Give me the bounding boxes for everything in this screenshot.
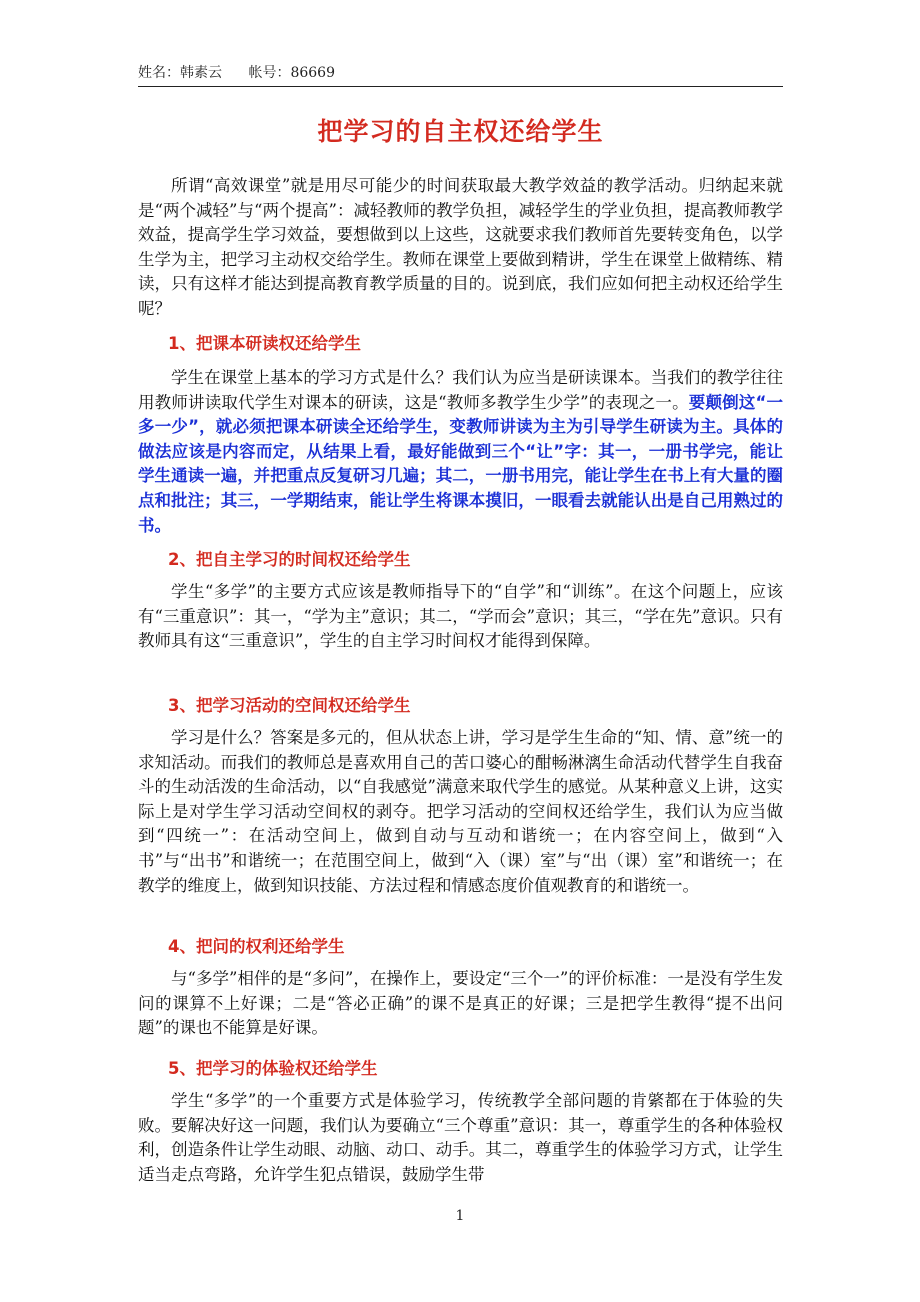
- section-body-5: 学生“多学”的一个重要方式是体验学习，传统教学全部问题的肯綮都在于体验的失败。要解决好这一问题，我们认为要确立“三个尊重”意识：其一，尊重学生的各种体验权利，创造条件让学生动眼、动脑、动口、动手。其二，尊重学生的体验学习方式，让学生适当走点弯路，允许学生犯点错误，鼓励学生带: [138, 1091, 783, 1184]
- section-body-1: [138, 366, 783, 538]
- section-heading-3: 3、把学习活动的空间权还给学生: [168, 696, 411, 715]
- account-number: 帐号：86669: [248, 65, 335, 81]
- section-heading-4: 4、把问的权利还给学生: [168, 937, 345, 956]
- page-header: [138, 60, 783, 87]
- section-text-1: 学生在课堂上基本的学习方式是什么？我们认为应当是研读课本。当我们的教学往往用教师讲读取代学生对课本的研读，这是“教师多教学生少学”的表现之一。: [138, 368, 783, 412]
- section-body-3: 学习是什么？答案是多元的，但从状态上讲，学习是学生生命的“知、情、意”统一的求知活动。而我们的教师总是喜欢用自己的苦口婆心的酣畅淋漓生命活动代替学生自我奋斗的生动活泼的生命活动，以“自我感觉”满意来取代学生的感觉。从某种意义上讲，这实际上是对学生学习活动空间权的剥夺。把学习活动的空间权还给学生，我们认为应当做到“四统一”：在活动空间上，做到自动与互动和谐统一；在内容空间上，做到“入书”与“出书”和谐统一；在范围空间上，做到“入（课）室”与“出（课）室”和谐统一；在教学的维度上，做到知识技能、方法过程和情感态度价值观教育的和谐统一。: [138, 728, 783, 895]
- section-body-4: 与“多学”相伴的是“多问”，在操作上，要设定“三个一”的评价标准：一是没有学生发问的课算不上好课；二是“答必正确”的课不是真正的好课；三是把学生教得“提不出问题”的课也不能算是好课。: [138, 969, 783, 1038]
- section-heading-5: 5、把学习的体验权还给学生: [168, 1059, 378, 1078]
- intro-paragraph: 所谓“高效课堂”就是用尽可能少的时间获取最大教学效益的教学活动。归纳起来就是“两个减轻”与“两个提高”：减轻教师的教学负担，减轻学生的学业负担，提高教师教学效益，提高学生学习效益，要想做到以上这些，这就要求我们教师首先要转变角色，以学生学为主，把学习主动权交给学生。教师在课堂上要做到精讲，学生在课堂上做精练、精读，只有这样才能达到提高教育教学质量的目的。说到底，我们应如何把主动权还给学生呢？: [138, 176, 783, 318]
- page-number: 1: [455, 1208, 465, 1224]
- section-heading-2: 2、把自主学习的时间权还给学生: [168, 550, 411, 569]
- section-heading-1: 1、把课本研读权还给学生: [168, 334, 361, 353]
- section-body-2: 学生“多学”的主要方式应该是教师指导下的“自学”和“训练”。在这个问题上，应该有“三重意识”：其一，“学为主”意识；其二，“学而会”意识；其三，“学在先”意识。只有教师具有这“三重意识”，学生的自主学习时间权才能得到保障。: [138, 582, 783, 651]
- author-name: 姓名：韩素云: [138, 65, 222, 81]
- section-emphasis-1: 要颠倒这“一多一少”，就必须把课本研读全还给学生，变教师讲读为主为引导学生研读为主。具体的做法应该是内容而定，从结果上看，最好能做到三个“让”字：其一，一册书学完，能让学生通读一遍，并把重点反复研习几遍；其二，一册书用完，能让学生在书上有大量的圈点和批注；其三，一学期结束，能让学生将课本摸旧，一眼看去就能认出是自己用熟过的书。: [138, 392, 783, 535]
- document-title: 把学习的自主权还给学生: [317, 117, 604, 146]
